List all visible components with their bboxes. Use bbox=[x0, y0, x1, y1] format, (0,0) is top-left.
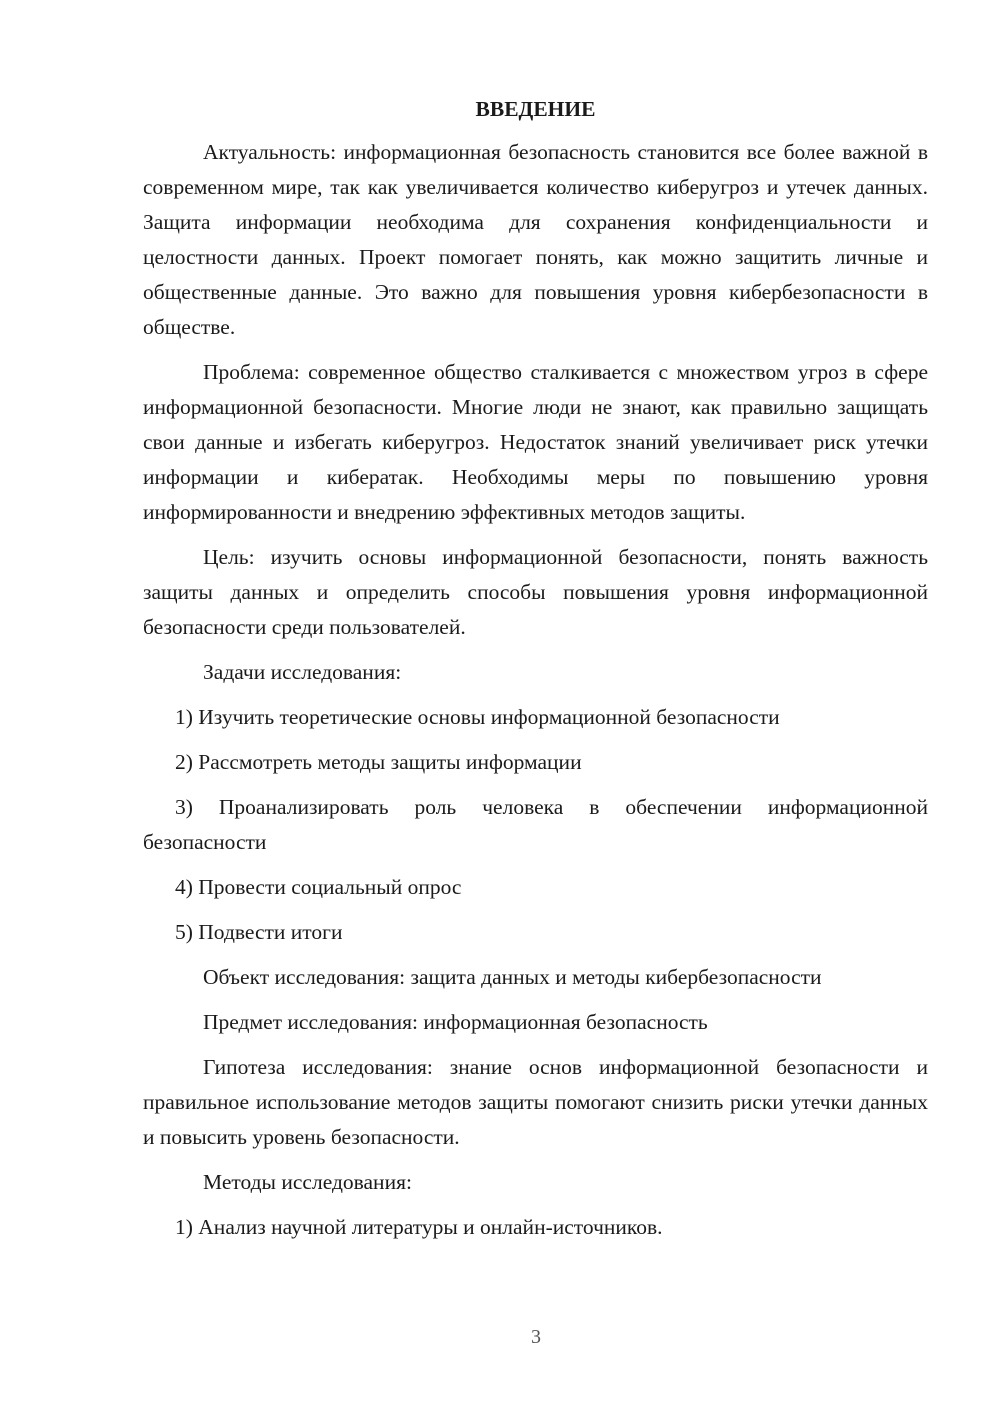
object-line: Объект исследования: защита данных и методы кибербезопасности bbox=[203, 965, 822, 989]
goal-paragraph: Цель: изучить основы информационной безопасности, понять важность защиты данных и определить способы повышения уровня информационной безопасности среди пользователей. bbox=[143, 545, 928, 639]
task-item: 2) Рассмотреть методы защиты информации bbox=[175, 750, 582, 774]
page-title: ВВЕДЕНИЕ bbox=[475, 97, 596, 121]
task-item: 3) Проанализировать роль человека в обеспечении информационной безопасности bbox=[143, 795, 928, 854]
relevance-paragraph: Актуальность: информационная безопасность становится все более важной в современном мире, так как увеличивается количество киберугроз и утечек данных. Защита информации необходима для сохранения конфиденциальности и целостности данных. Проект помогает понять, как можно защитить личные и общественные данные. Это важно для повышения уровня кибербезопасности в обществе. bbox=[143, 140, 928, 339]
page-number: 3 bbox=[531, 1326, 541, 1348]
methods-heading: Методы исследования: bbox=[203, 1170, 412, 1194]
problem-paragraph: Проблема: современное общество сталкивается с множеством угроз в сфере информационной безопасности. Многие люди не знают, как правильно защищать свои данные и избегать киберугроз. Недостаток знаний увеличивает риск утечки информации и кибератак. Необходимы меры по повышению уровня информированности и внедрению эффективных методов защиты. bbox=[143, 360, 928, 524]
method-item: 1) Анализ научной литературы и онлайн-источников. bbox=[175, 1215, 663, 1239]
tasks-heading: Задачи исследования: bbox=[203, 660, 402, 684]
document-page bbox=[143, 92, 928, 1255]
task-item: 5) Подвести итоги bbox=[175, 920, 343, 944]
task-item: 1) Изучить теоретические основы информационной безопасности bbox=[175, 705, 780, 729]
hypothesis-paragraph: Гипотеза исследования: знание основ информационной безопасности и правильное использование методов защиты помогают снизить риски утечки данных и повысить уровень безопасности. bbox=[143, 1055, 928, 1149]
subject-line: Предмет исследования: информационная безопасность bbox=[203, 1010, 708, 1034]
task-item: 4) Провести социальный опрос bbox=[175, 875, 462, 899]
